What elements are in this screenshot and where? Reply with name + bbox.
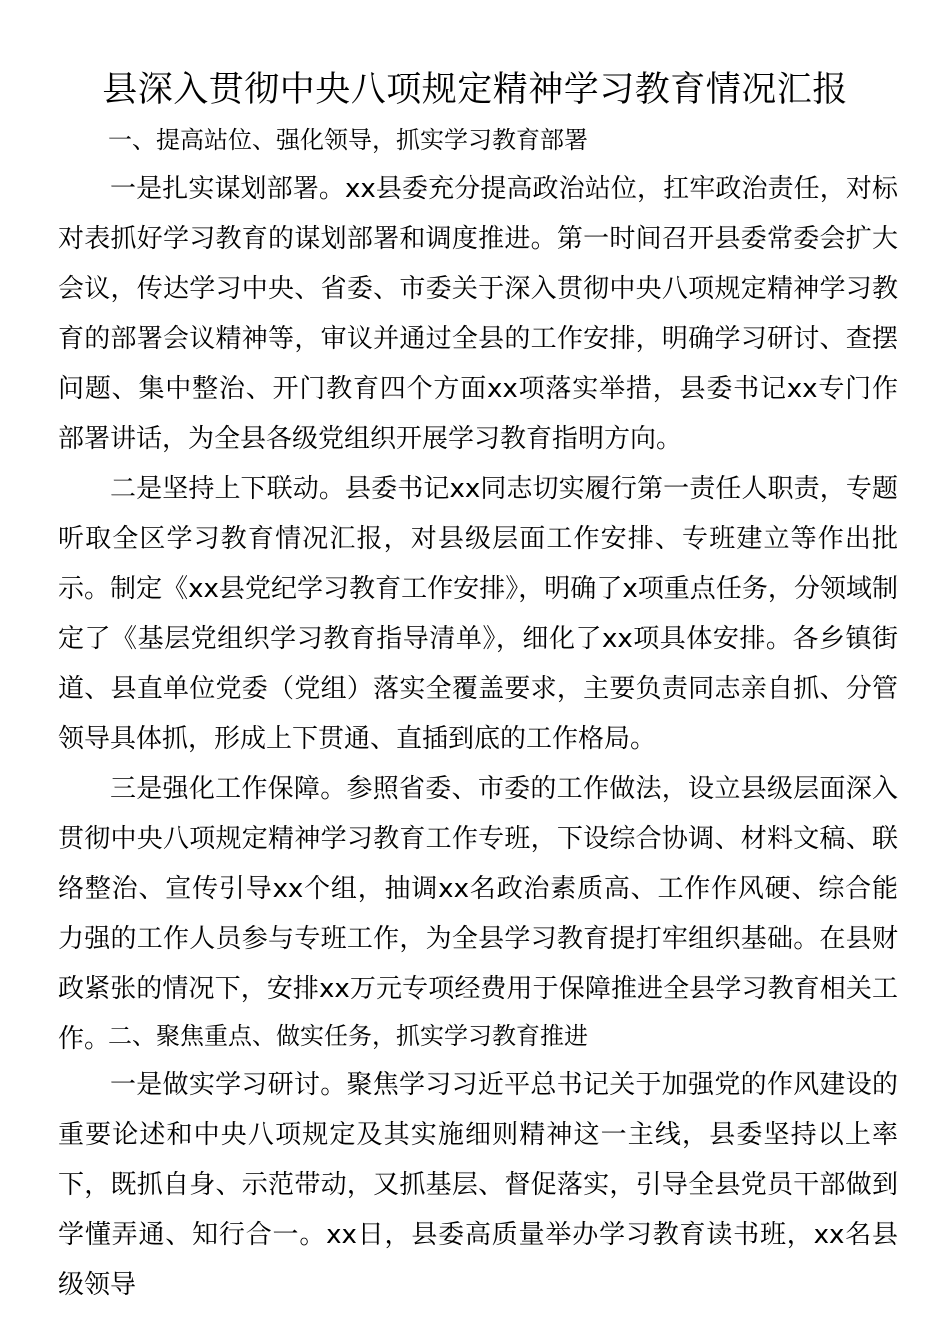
- paragraph-1-1: 一是扎实谋划部署。xx县委充分提高政治站位，扛牢政治责任，对标对表抓好学习教育的谋划部署和调度推进。第一时间召开县委常委会扩大会议，传达学习中央、省委、市委关于深入贯彻中央八项规定精神学习教育的部署会议精神等，审议并通过全县的工作安排，明确学习研讨、查摆问题、集中整治、开门教育四个方面xx项落实举措，县委书记xx专门作部署讲话，为全县各级党组织开展学习教育指明方向。: [58, 174, 898, 454]
- paragraph-1-2: 二是坚持上下联动。县委书记xx同志切实履行第一责任人职责，专题听取全区学习教育情况汇报，对县级层面工作安排、专班建立等作出批示。制定《xx县党纪学习教育工作安排》，明确了x项重点任务，分领域制定了《基层党组织学习教育指导清单》，细化了xx项具体安排。各乡镇街道、县直单位党委（党组）落实全覆盖要求，主要负责同志亲自抓、分管领导具体抓，形成上下贯通、直插到底的工作格局。: [58, 474, 898, 754]
- document-title: 县深入贯彻中央八项规定精神学习教育情况汇报: [102, 70, 848, 110]
- section-heading-2: 二、聚焦重点、做实任务，抓实学习教育推进: [108, 1022, 588, 1050]
- section-heading-1: 一、提高站位、强化领导，抓实学习教育部署: [108, 126, 588, 154]
- paragraph-1-3: 三是强化工作保障。参照省委、市委的工作做法，设立县级层面深入贯彻中央八项规定精神学习教育工作专班，下设综合协调、材料文稿、联络整治、宣传引导xx个组，抽调xx名政治素质高、工作作风硬、综合能力强的工作人员参与专班工作，为全县学习教育提打牢组织基础。在县财政紧张的情况下，安排xx万元专项经费用于保障推进全县学习教育相关工作。: [58, 774, 898, 1054]
- paragraph-2-1: 一是做实学习研讨。聚焦学习习近平总书记关于加强党的作风建设的重要论述和中央八项规定及其实施细则精神这一主线，县委坚持以上率下，既抓自身、示范带动，又抓基层、督促落实，引导全县党员干部做到学懂弄通、知行合一。xx日，县委高质量举办学习教育读书班，xx名县级领导: [58, 1070, 898, 1300]
